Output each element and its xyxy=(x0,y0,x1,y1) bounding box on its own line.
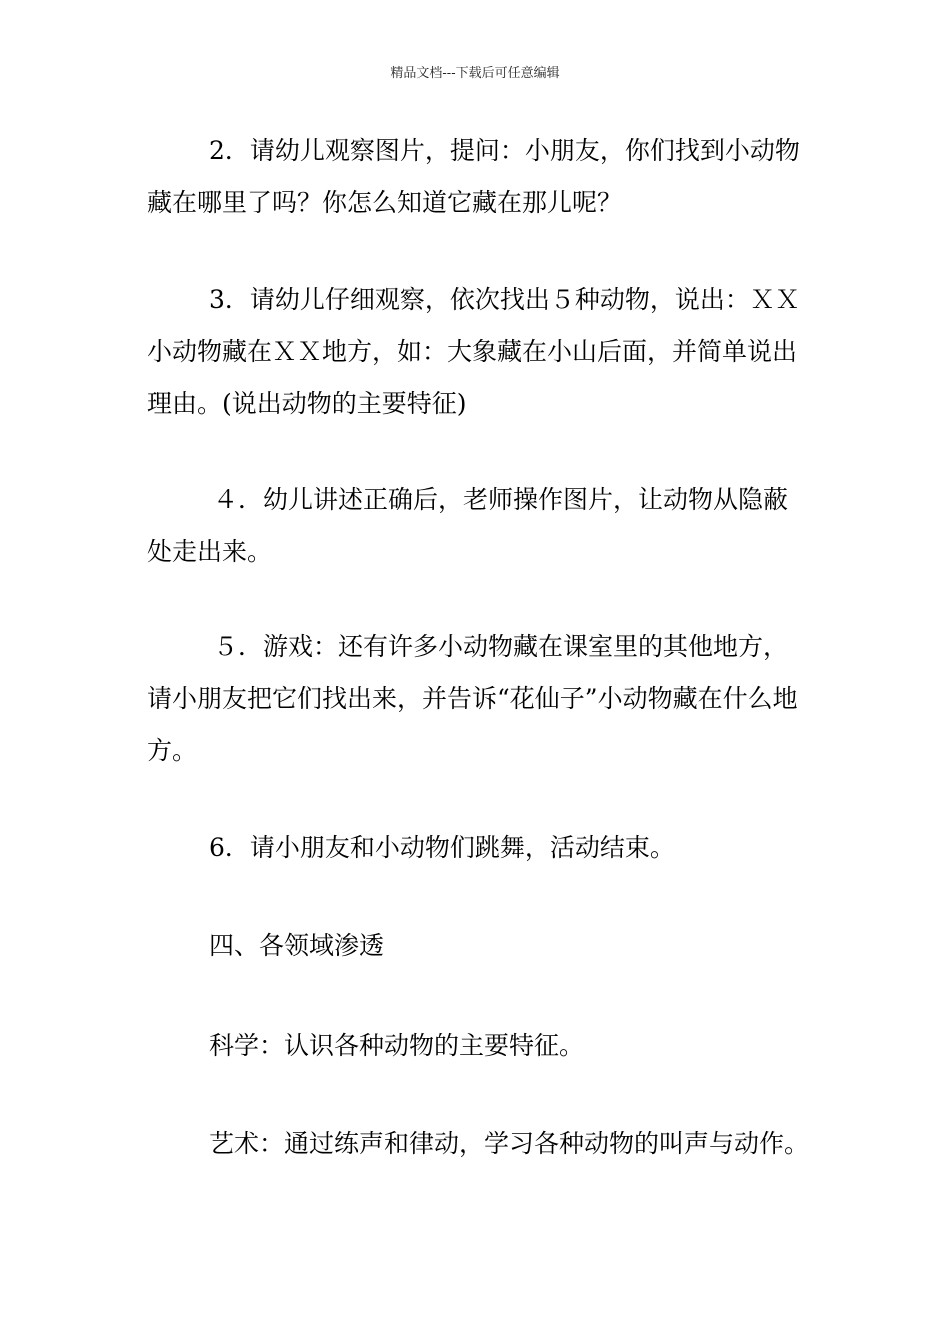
paragraph-science: 科学：认识各种动物的主要特征。 xyxy=(209,1031,585,1060)
paragraph-step-3: 3．请幼儿仔细观察，依次找出５种动物，说出：ＸＸ小动物藏在ＸＸ地方，如：大象藏在小山后面，并简单说出理由。(说出动物的主要特征) xyxy=(147,285,800,418)
page-header: 精品文档---下载后可任意编辑 xyxy=(390,66,560,81)
paragraph-step-4: ４．幼儿讲述正确后，老师操作图片，让动物从隐蔽处走出来。 xyxy=(147,485,789,566)
paragraph-step-6: 6．请小朋友和小动物们跳舞，活动结束。 xyxy=(209,833,675,862)
paragraph-step-2: 2．请幼儿观察图片，提问：小朋友，你们找到小动物藏在哪里了吗？你怎么知道它藏在那儿呢？ xyxy=(147,136,800,217)
paragraph-art: 艺术：通过练声和律动，学习各种动物的叫声与动作。 xyxy=(209,1129,810,1158)
paragraph-step-5: ５．游戏：还有许多小动物藏在课室里的其他地方，请小朋友把它们找出来，并告诉“花仙子”小动物藏在什么地方。 xyxy=(147,632,798,765)
section-heading-domains: 四、各领域渗透 xyxy=(209,931,385,960)
